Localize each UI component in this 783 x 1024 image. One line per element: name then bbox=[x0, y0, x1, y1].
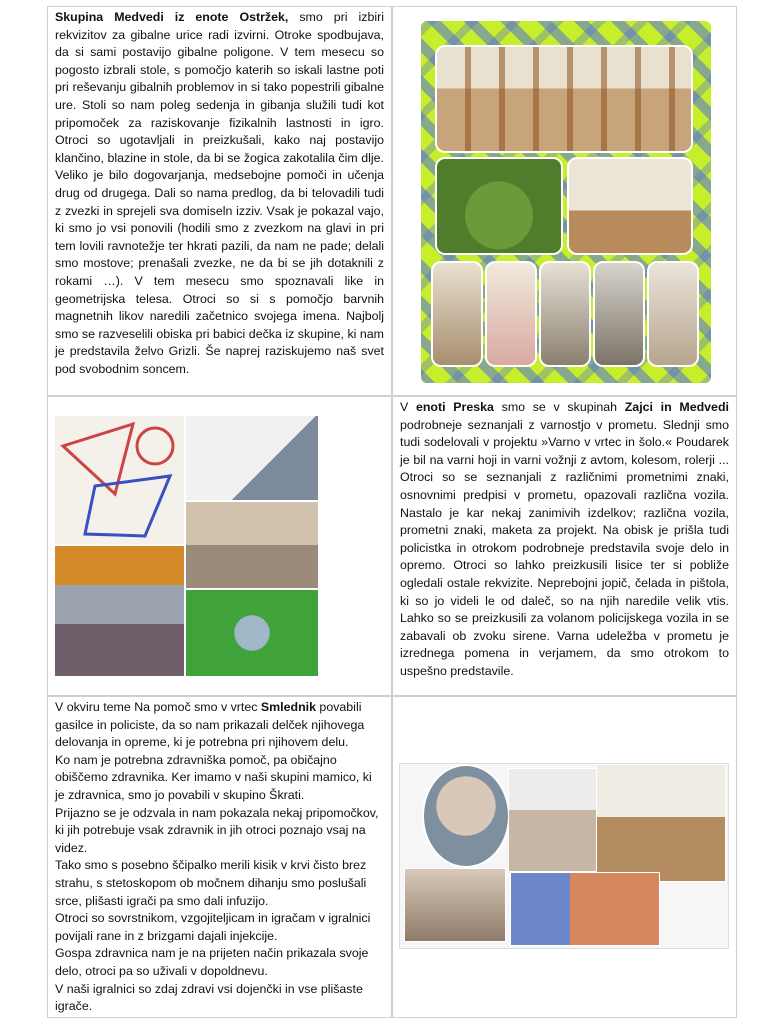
row1-group-name: Skupina Medvedi iz enote Ostržek, bbox=[55, 10, 289, 24]
row2-unit-name: enoti Preska bbox=[415, 400, 494, 414]
row2-text-cell bbox=[392, 396, 737, 696]
photo-chairs-gym bbox=[435, 45, 693, 153]
traffic-sign-icon bbox=[55, 416, 185, 545]
row3-p3: Prijazno se je odzvala in nam pokazala nekaj pripomočkov, ki jih potrebuje vsak zdravnik in jih otroci poznajo vsaj na videz. bbox=[55, 805, 379, 855]
photo-child-painting bbox=[185, 501, 319, 589]
row3-text-cell bbox=[47, 696, 392, 1018]
row3-photo-cell bbox=[392, 696, 737, 1018]
row1-text-cell bbox=[47, 6, 392, 396]
row3-p2: Ko nam je potrebna zdravniška pomoč, pa običajno obiščemo zdravnika. Ker imamo v naši skupini mamico, ki je zdravnica, smo jo povabili v skupino Škrati. bbox=[55, 752, 372, 802]
row3-p1-a: V okviru teme Na pomoč smo v vrtec bbox=[55, 700, 261, 714]
row3-p7: V naši igralnici so zdaj zdravi vsi dojenčki in vse plišaste igrače. bbox=[55, 981, 363, 1014]
row2-groups-name: Zajci in Medvedi bbox=[624, 400, 729, 414]
traffic-collage bbox=[54, 415, 319, 677]
photo-strip-3 bbox=[539, 261, 591, 367]
photo-children-playroom bbox=[596, 764, 726, 882]
gym-collage bbox=[421, 21, 711, 383]
photo-traffic-model bbox=[185, 589, 319, 677]
row2-text-3: podrobneje seznanjali z varnostjo v prometu. Slednji smo tudi sodelovali v projektu »Varno v vrtec in šolo.« Poudarek je bil na varni hoji in varni vožnji z avtom, kolesom, rolerji ... Otroci so se seznanjali z različnimi prometnimi znaki, osnovnimi predpisi v prometu, opazovali različna vozila. Nastalo je kar nekaj zanimivih izdelkov; različna vozila, prometni znaki, maketa za projekt. Na obisk je prišla tudi policistka in otrokom podrobneje predstavila svoje delo in opremo. Otroci so lahko preizkusili lisice ter si pobliže ogledali ostale rekvizite. Neprebojni jopič, čelada in pištola, ki so jo videli le od daleč, so na njih naredile velik vtis. Lahko so se preizkusili za volanom policijskega vozila in se zabavali ob zvoku sirene. Varna udeležba v prometu je izrednega pomena in verjamem, da smo otrokom to uspešno predstavile. bbox=[400, 417, 729, 678]
photo-strip-2 bbox=[485, 261, 537, 367]
photo-traffic-sign-drawing bbox=[54, 415, 185, 545]
row2-text-2: smo se v skupinah bbox=[493, 400, 625, 414]
row3-p4: Tako smo s posebno ščipalko merili kisik v krvi čisto brez strahu, s stetoskopom ob močnem dihanju smo poslušali srce, plišasti igrači pa smo dali infuzijo. bbox=[55, 858, 367, 908]
row1-paragraph: smo pri izbiri rekvizitov za gibalne urice radi izvirni. Otroke spodbujava, da si sami postavijo gibalne poligone. V tem mesecu so pogosto izbrali stole, s pomočjo katerih so iskali lastne poti pri reševanju gibalnih problemov in si tako popestrili gibalne ure. Stoli so nam poleg sedenja in gibanja služili tudi kot pripomoček za raziskovanje fizikalnih lastnosti in igro. Otroci so ugotavljali in preizkušali, kako naj postavijo klančino, blazine in stole, da bi se žogica zakotalila čim dlje. Veliko je bilo dogovarjanja, medsebojne pomoči in učenja drug od drugega. Dali so nama predlog, da bi telovadili tudi z zvezki in sprejeli sva domiseln izziv. Vsak je pokazal vajo, ki smo jo vsi ponovili (hodili smo z zvezkom na glavi in pri tem lovili ravnotežje ter hkrati pazili, da nam ne pade; delali smo mostove; prenašali zvezke, ne da bi se jih dotaknili z rokami …). V tem mesecu smo spoznavali like in geometrijska telesa. Otroci so si s pomočjo barvnih magnetnih likov naredili začetnico svojega imena. Najbolj smo se razveselili obiska pri babici dečka iz skupine, ki nam je predstavila želvo Grizli. Še naprej raziskujemo naš svet pod svobodnim soncem. bbox=[55, 10, 384, 376]
row2-photo-cell bbox=[47, 396, 392, 696]
photo-plush-infusion bbox=[510, 872, 660, 946]
row3-p1-c: povabili gasilce in policiste, da so nam prikazali delček njihovega delovanja in opreme, ki je potrebna pri njihovem delu. bbox=[55, 700, 365, 750]
doctor-collage bbox=[399, 763, 729, 949]
photo-police-car bbox=[54, 545, 185, 677]
row3-kindergarten-name: Smlednik bbox=[260, 700, 316, 714]
row3-p6: Gospa zdravnica nam je na prijeten način prikazala svoje delo, otroci pa so uživali v dopoldnevu. bbox=[55, 946, 369, 978]
row3-p5: Otroci so sovrstnikom, vzgojiteljicam in igračam v igralnici povijali rane in z brizgami dajali injekcije. bbox=[55, 911, 371, 943]
photo-children-grass bbox=[435, 157, 563, 255]
photo-strip-1 bbox=[431, 261, 483, 367]
row2-text-1: V bbox=[400, 400, 416, 414]
photo-drawing-table bbox=[185, 415, 319, 501]
photo-child-bandage bbox=[404, 868, 506, 942]
photo-strip-5 bbox=[647, 261, 699, 367]
row1-photo-cell bbox=[392, 6, 737, 396]
photo-strip-4 bbox=[593, 261, 645, 367]
photo-children-chairs bbox=[567, 157, 693, 255]
photo-doctor-oval bbox=[422, 764, 510, 868]
